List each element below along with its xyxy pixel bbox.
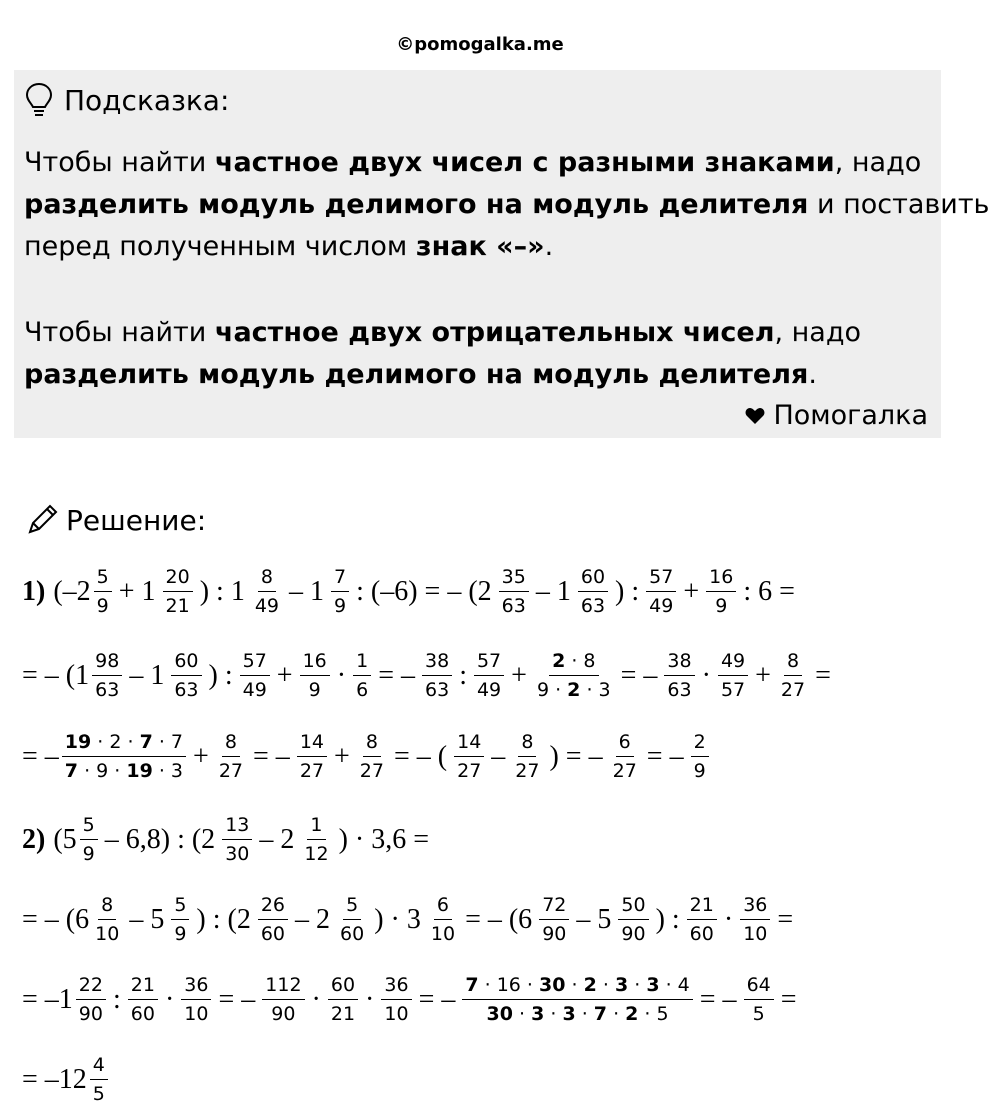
math-text: = –: [253, 740, 290, 772]
fraction: $\frac{16}{9}$: [300, 650, 330, 701]
task-label: 2): [22, 823, 46, 855]
hint-p2-line1: [24, 312, 861, 354]
hint-title-text: Подсказка:: [64, 83, 230, 117]
math-text: = –: [22, 740, 59, 772]
hint-p2-line2: [24, 354, 817, 396]
fraction: $\frac{57}{49}$: [646, 566, 676, 617]
fraction: $\frac{13}{30}$: [222, 814, 252, 865]
fraction: $\frac{5}{9}$: [80, 814, 98, 865]
fraction: $\frac{98}{63}$: [92, 650, 122, 701]
hint-text: перед полученным числом: [24, 231, 416, 262]
pencil-icon: [24, 502, 60, 538]
math-text: = –: [699, 983, 737, 1015]
fraction: $\frac{5}{60}$: [340, 894, 365, 945]
fraction: $\frac{1}{12}$: [304, 814, 329, 865]
fraction: $\frac{57}{49}$: [474, 650, 504, 701]
fraction: $\frac{7 \cdot 16 \cdot 30 \cdot 2 \cdot 3 \cdot 3 \cdot 4}{30 \cdot 3 \cdot 3 \cdot 7 \cdot 2 \cdot 5}$: [462, 974, 692, 1025]
fraction: $\frac{21}{60}$: [128, 974, 158, 1025]
fraction: $\frac{64}{5}$: [744, 974, 774, 1025]
math-text: = –: [418, 983, 456, 1015]
fraction: $\frac{5}{9}$: [94, 566, 112, 617]
fraction: $\frac{16}{9}$: [706, 566, 736, 617]
math-text: = –: [378, 659, 415, 691]
hint-text: , надо: [774, 317, 862, 348]
math-text: –: [491, 740, 506, 772]
hint-title: [24, 82, 229, 118]
math-text: ) : (2: [196, 903, 251, 935]
math-text: :: [112, 983, 121, 1015]
fraction: $\frac{60}{63}$: [171, 650, 201, 701]
math-text: : (–6) = – (2: [356, 575, 492, 607]
hint-bold: частное двух чисел с разными знаками: [214, 147, 835, 178]
fraction: $\frac{7}{9}$: [331, 566, 349, 617]
math-text: +: [683, 575, 700, 607]
fraction: $\frac{35}{63}$: [499, 566, 529, 617]
task-label: 1): [22, 575, 46, 607]
solution-title: [24, 502, 206, 538]
math-text: :: [459, 659, 467, 691]
hint-bold: знак «–»: [415, 231, 545, 262]
fraction: $\frac{8}{27}$: [780, 650, 806, 701]
math-text: ·: [701, 659, 711, 691]
math-text: = –: [620, 659, 658, 691]
math-text: +: [755, 659, 771, 691]
brand-text: Помогалка: [773, 400, 928, 431]
fraction: $\frac{36}{10}$: [181, 974, 211, 1025]
hint-text: Чтобы найти: [24, 147, 215, 178]
fraction: $\frac{8}{49}$: [254, 566, 280, 617]
fraction: $\frac{2 \cdot 8}{9 \cdot 2 \cdot 3}$: [536, 650, 611, 701]
math-text: – 2: [295, 903, 331, 935]
math-text: ) :: [655, 903, 680, 935]
math-text: ) :: [208, 659, 233, 691]
hint-bold: разделить модуль делимого на модуль делителя: [24, 189, 809, 220]
heart-icon: [745, 407, 765, 425]
fraction: $\frac{60}{63}$: [578, 566, 608, 617]
brand: [745, 400, 928, 431]
hint-p1-line3: [24, 226, 553, 268]
math-text: ) = –: [549, 740, 603, 772]
math-text: ·: [311, 983, 321, 1015]
math-text: – 2: [259, 823, 295, 855]
fraction: $\frac{6}{27}$: [612, 731, 637, 782]
fraction: $\frac{5}{9}$: [171, 894, 189, 945]
hint-text: и поставить: [808, 189, 989, 220]
solution-line-6: [22, 974, 801, 1025]
math-text: =: [815, 659, 831, 691]
fraction: $\frac{36}{10}$: [740, 894, 770, 945]
fraction: $\frac{8}{10}$: [95, 894, 120, 945]
math-text: – 1: [289, 575, 325, 607]
fraction: $\frac{8}{27}$: [515, 731, 540, 782]
math-text: – 1: [129, 659, 165, 691]
math-text: – 1: [535, 575, 571, 607]
math-text: ) :: [615, 575, 640, 607]
math-text: – 5: [129, 903, 165, 935]
math-text: – 6,8) : (2: [104, 823, 216, 855]
fraction: $\frac{14}{27}$: [454, 731, 484, 782]
math-text: ·: [164, 983, 175, 1015]
fraction: $\frac{8}{27}$: [359, 731, 384, 782]
fraction: $\frac{2}{9}$: [691, 731, 709, 782]
fraction: $\frac{1}{6}$: [353, 650, 371, 701]
math-text: : 6 =: [743, 575, 795, 607]
hint-text: Чтобы найти: [24, 317, 215, 348]
math-text: =: [777, 903, 794, 935]
math-text: + 1: [118, 575, 156, 607]
fraction: $\frac{26}{60}$: [258, 894, 288, 945]
fraction: $\frac{112}{90}$: [262, 974, 304, 1025]
hint-p1-line2: [24, 184, 989, 226]
math-text: +: [193, 740, 209, 772]
hint-text: .: [808, 359, 817, 390]
math-text: = – (6: [465, 903, 533, 935]
fraction: $\frac{49}{57}$: [718, 650, 748, 701]
math-text: ·: [336, 659, 347, 691]
fraction: $\frac{8}{27}$: [218, 731, 244, 782]
solution-line-5: [22, 894, 797, 945]
fraction: $\frac{57}{49}$: [240, 650, 270, 701]
hint-bold: частное двух отрицательных чисел: [214, 317, 775, 348]
fraction: $\frac{19 \cdot 2 \cdot 7 \cdot 7}{7 \cdot 9 \cdot 19 \cdot 3}$: [62, 731, 186, 782]
fraction: $\frac{38}{63}$: [664, 650, 694, 701]
fraction: $\frac{14}{27}$: [297, 731, 327, 782]
fraction: $\frac{22}{90}$: [76, 974, 106, 1025]
solution-line-7: [22, 1054, 111, 1105]
math-text: = –: [218, 983, 256, 1015]
hint-text: .: [544, 231, 554, 262]
math-text: +: [276, 659, 293, 691]
math-text: ) · 3: [374, 903, 421, 935]
math-text: = –1: [22, 983, 73, 1015]
hint-text: , надо: [834, 147, 922, 178]
hint-bold: разделить модуль делимого на модуль делителя: [24, 359, 809, 390]
fraction: $\frac{6}{10}$: [430, 894, 456, 945]
math-text: +: [511, 659, 527, 691]
math-text: +: [334, 740, 350, 772]
math-text: = –: [646, 740, 684, 772]
math-text: ·: [723, 903, 734, 935]
solution-title-text: Решение:: [66, 503, 207, 537]
math-text: ) · 3,6 =: [338, 823, 430, 855]
math-text: (–2: [53, 575, 91, 607]
math-text: (5: [53, 823, 77, 855]
fraction: $\frac{50}{90}$: [618, 894, 648, 945]
fraction: $\frac{36}{10}$: [381, 974, 411, 1025]
fraction: $\frac{38}{63}$: [422, 650, 452, 701]
math-text: – 5: [576, 903, 612, 935]
watermark: ©pomogalka.me: [396, 34, 564, 55]
math-text: ·: [365, 983, 375, 1015]
math-text: =: [780, 983, 797, 1015]
hint-p1-line1: [24, 142, 921, 184]
fraction: $\frac{4}{5}$: [90, 1054, 108, 1105]
math-text: = – (: [393, 740, 448, 772]
math-text: = – (6: [22, 903, 90, 935]
fraction: $\frac{20}{21}$: [163, 566, 193, 617]
fraction: $\frac{60}{21}$: [328, 974, 358, 1025]
fraction: $\frac{21}{60}$: [687, 894, 717, 945]
solution-line-2: [22, 650, 835, 701]
fraction: $\frac{72}{90}$: [539, 894, 569, 945]
solution-line-4: [22, 814, 433, 865]
math-text: = –12: [22, 1063, 87, 1095]
lightbulb-icon: [24, 82, 54, 118]
math-text: = – (1: [22, 659, 90, 691]
math-text: ) : 1: [199, 575, 245, 607]
solution-line-1: [22, 566, 799, 617]
solution-line-3: [22, 731, 712, 782]
